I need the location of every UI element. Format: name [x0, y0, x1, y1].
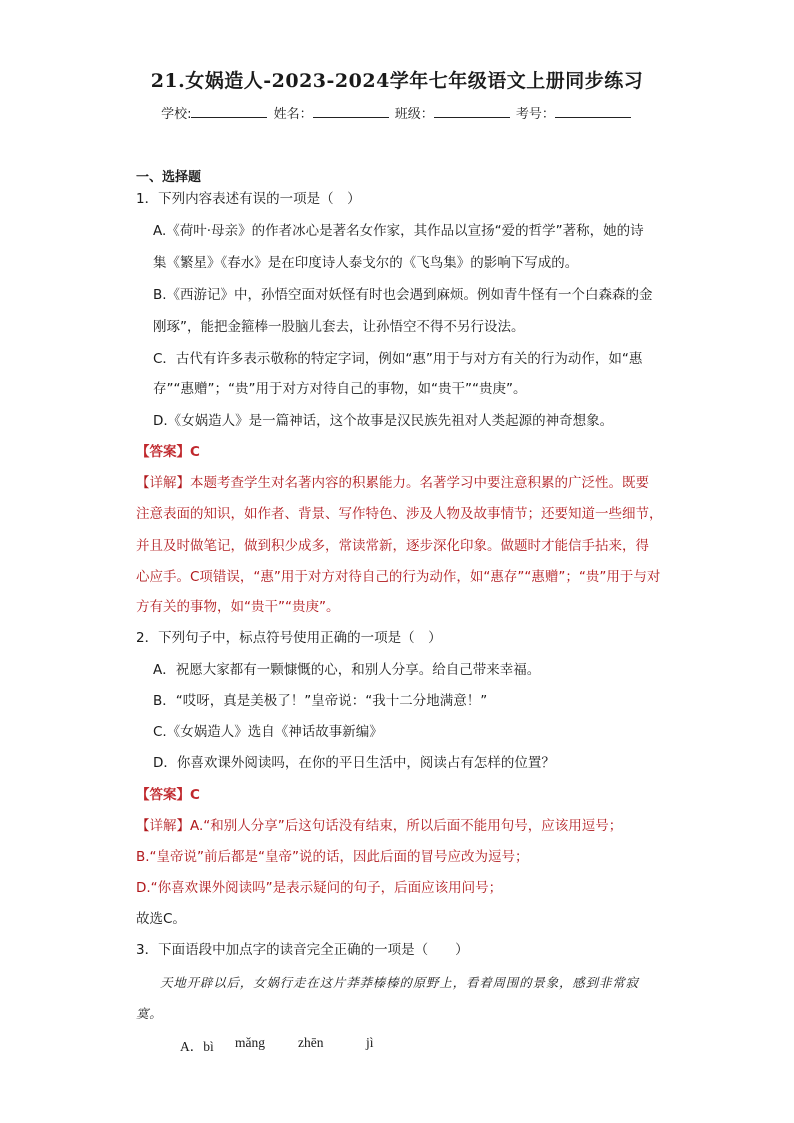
student-info-row [0, 103, 794, 122]
q1-option-b-cont: 刚琢”，能把金箍棒一股脑儿套去，让孙悟空不得不另行设法。 [153, 319, 525, 335]
q1-option-c-cont: 存”“惠赠”；“贵”用于对方对待自己的事物，如“贵干”“贵庚”。 [153, 381, 527, 397]
q3-passage-line2: 寞。 [136, 1006, 163, 1021]
q2-option-a: A．祝愿大家都有一颗慷慨的心，和别人分享。给自己带来幸福。 [153, 662, 541, 678]
q2-detail-line1: 【详解】A.“和别人分享”后这句话没有结束，所以后面不能用句号，应该用逗号； [136, 818, 623, 834]
q2-answer: 【答案】C [136, 787, 200, 803]
name-blank[interactable] [313, 105, 389, 118]
class-blank[interactable] [434, 105, 510, 118]
exam-no-label: 考号： [515, 107, 555, 122]
section-title: 一、选择题 [136, 170, 202, 185]
q3-passage-line1: 天地开辟以后，女娲行走在这片莽莽榛榛的原野上，看着周围的景象，感到非常寂 [160, 975, 639, 990]
q1-detail-line1: 【详解】本题考查学生对名著内容的积累能力。名著学习中要注意积累的广泛性。既要 [136, 475, 649, 491]
exam-no-blank[interactable] [555, 105, 631, 118]
q3-pinyin-2: zhēn [298, 1035, 324, 1050]
q1-stem: 1．下列内容表述有误的一项是（ ） [136, 191, 361, 207]
q1-detail-line2: 注意表面的知识，如作者、背景、写作特色、涉及人物及故事情节；还要知道一些细节， [136, 506, 663, 522]
q2-option-c: C.《女娲造人》选自《神话故事新编》 [153, 724, 383, 740]
q1-option-b: B.《西游记》中，孙悟空面对妖怪有时也会遇到麻烦。例如青牛怪有一个白森森的金 [153, 287, 653, 303]
q2-detail-line3: D.“你喜欢课外阅读吗”是表示疑问的句子，后面应该用问号； [136, 880, 503, 896]
q3-pinyin-3: jì [366, 1035, 374, 1050]
page-title: 21.女娲造人-2023-2024学年七年级语文上册同步练习 [150, 70, 644, 92]
q2-option-d: D．你喜欢课外阅读吗，在你的平日生活中，阅读占有怎样的位置？ [153, 755, 555, 771]
q1-answer: 【答案】C [136, 444, 200, 460]
q3-option-a-label: A．bì [180, 1039, 214, 1054]
q2-option-b: B．“哎呀，真是美极了！”皇帝说：“我十二分地满意！” [153, 693, 488, 709]
q2-stem: 2．下列句子中，标点符号使用正确的一项是（ ） [136, 630, 442, 646]
school-blank[interactable] [191, 105, 267, 118]
q1-detail-line5: 方有关的事物，如“贵干”“贵庚”。 [136, 599, 340, 615]
q1-detail-line3: 并且及时做笔记，做到积少成多，常读常新，逐步深化印象。做题时才能信手拈来，得 [136, 538, 649, 554]
q1-option-a-cont: 集《繁星》《春水》是在印度诗人泰戈尔的《飞鸟集》的影响下写成的。 [153, 255, 579, 271]
q1-option-d: D.《女娲造人》是一篇神话，这个故事是汉民族先祖对人类起源的神奇想象。 [153, 413, 614, 429]
school-label: 学校: [161, 107, 192, 122]
q1-option-a: A.《荷叶·母亲》的作者冰心是著名女作家，其作品以宣扬“爱的哲学”著称，她的诗 [153, 223, 644, 239]
q2-conclusion: 故选C。 [136, 911, 186, 927]
q1-detail-line4: 心应手。C项错误，“惠”用于对方对待自己的行为动作，如“惠存”“惠赠”；“贵”用于与对 [136, 569, 661, 585]
q3-stem: 3．下面语段中加点字的读音完全正确的一项是（ ） [136, 942, 469, 958]
q2-detail-line2: B.“皇帝说”前后都是“皇帝”说的话，因此后面的冒号应改为逗号； [136, 849, 529, 865]
class-label: 班级： [394, 107, 434, 122]
q3-pinyin-1: mǎng [235, 1035, 265, 1050]
q1-option-c: C．古代有许多表示敬称的特定字词，例如“惠”用于与对方有关的行为动作，如“惠 [153, 351, 643, 367]
name-label: 姓名： [273, 107, 313, 122]
